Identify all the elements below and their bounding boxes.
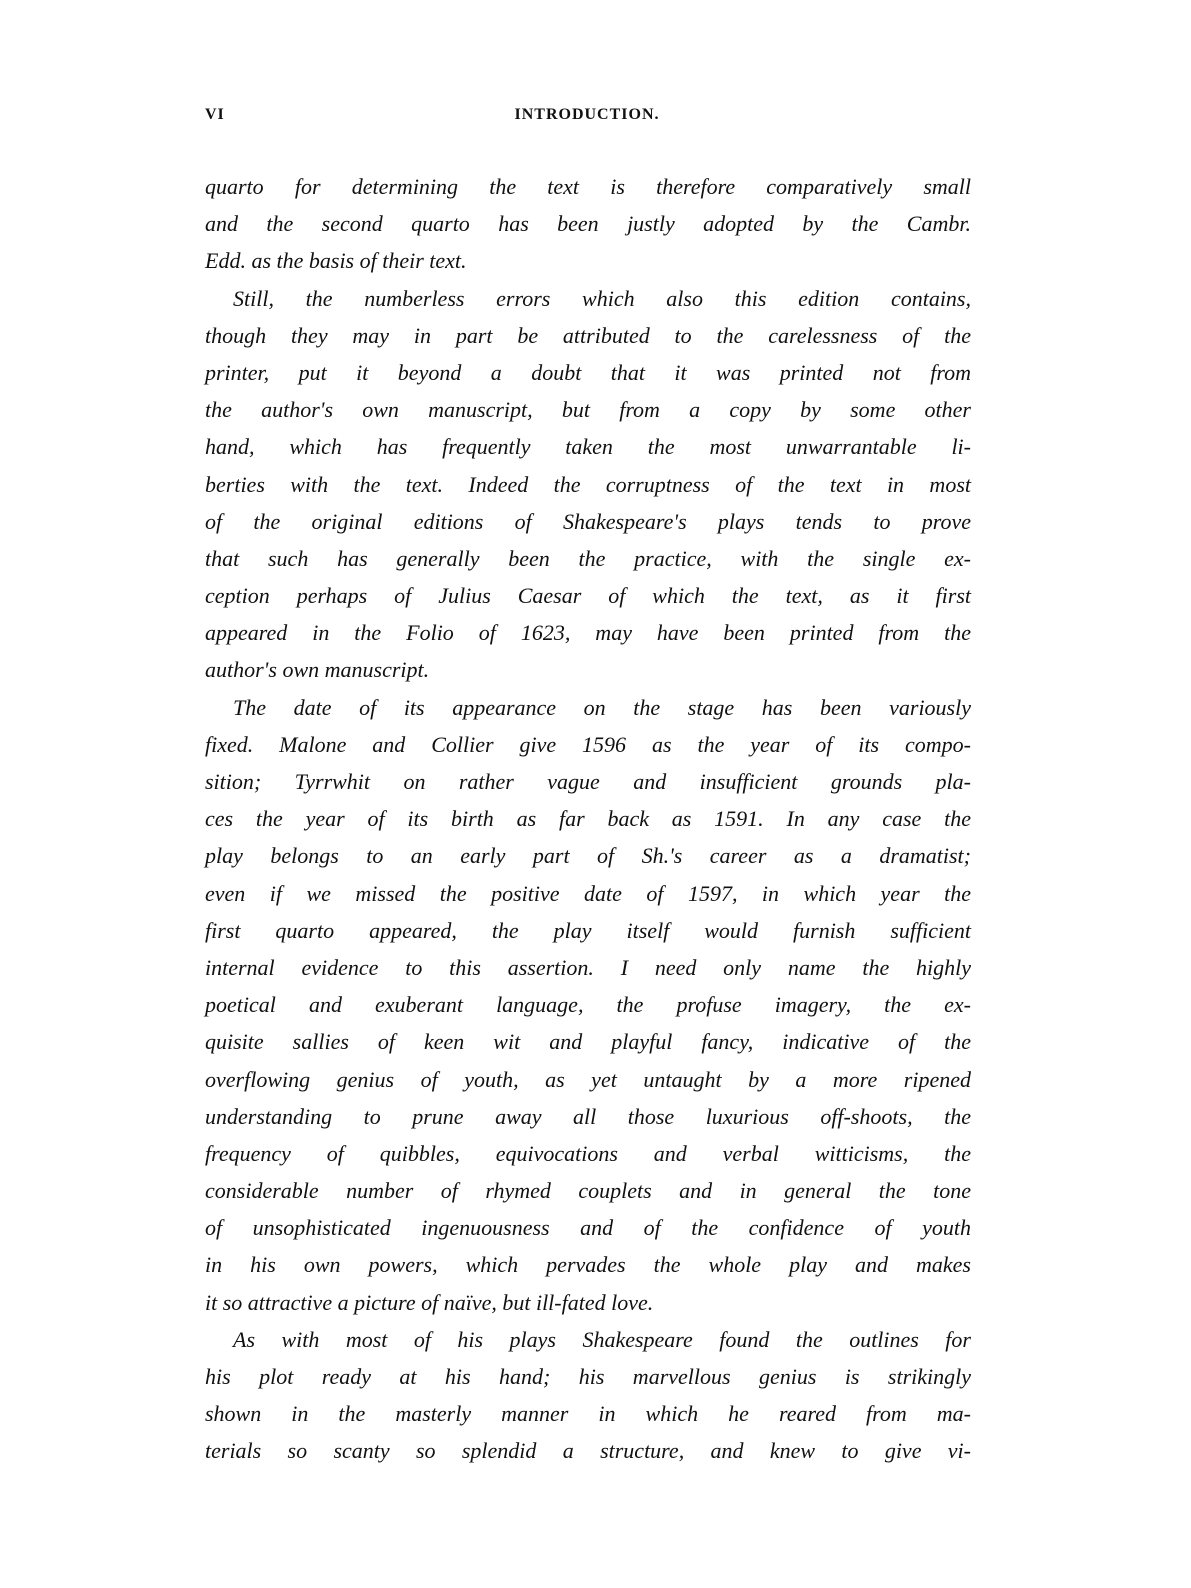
text-line: printer, put it beyond a doubt that it was printed not from (205, 359, 971, 385)
text-line: ces the year of its birth as far back as 1591. In any case the (205, 806, 971, 832)
text-line: though they may in part be attributed to the carelessness of the (205, 322, 971, 348)
text-line: As with most of his plays Shakespeare found the outlines for (233, 1326, 971, 1352)
text-line: sition; Tyrrwhit on rather vague and insufficient grounds pla- (205, 769, 971, 794)
text-line: quisite sallies of keen wit and playful fancy, indicative of the (205, 1029, 971, 1055)
text-line: considerable number of rhymed couplets and in general the tone (205, 1178, 971, 1204)
text-line: the author's own manuscript, but from a copy by some other (205, 397, 971, 423)
text-line: overflowing genius of youth, as yet untaught by a more ripened (205, 1066, 971, 1092)
text-line: that such has generally been the practice, with the single ex- (205, 545, 971, 571)
text-line: and the second quarto has been justly adopted by the Cambr. (205, 211, 971, 237)
text-line: it so attractive a picture of naïve, but ill-fated love. (205, 1289, 654, 1315)
text-line: internal evidence to this assertion. I need only name the highly (205, 954, 971, 980)
text-line: even if we missed the positive date of 1597, in which year the (205, 880, 971, 906)
text-line: of the original editions of Shakespeare's plays tends to prove (205, 508, 971, 534)
text-line: first quarto appeared, the play itself would furnish sufficient (205, 917, 971, 943)
page-header (205, 106, 969, 128)
text-line: appeared in the Folio of 1623, may have been printed from the (205, 620, 971, 646)
text-line: terials so scanty so splendid a structure, and knew to give vi- (205, 1438, 971, 1464)
text-line: play belongs to an early part of Sh.'s career as a dramatist; (205, 843, 971, 869)
text-line: shown in the masterly manner in which he reared from ma- (205, 1401, 971, 1427)
text-line: Still, the numberless errors which also this edition contains, (233, 285, 971, 311)
body-text (205, 168, 971, 1470)
running-head: INTRODUCTION. (514, 106, 660, 123)
text-line: The date of its appearance on the stage has been variously (233, 694, 971, 720)
text-line: Edd. as the basis of their text. (205, 248, 467, 274)
text-line: his plot ready at his hand; his marvellous genius is strikingly (205, 1364, 971, 1389)
text-line: berties with the text. Indeed the corruptness of the text in most (205, 471, 971, 497)
page-number: VI (205, 106, 225, 123)
text-line: fixed. Malone and Collier give 1596 as the year of its compo- (205, 731, 971, 757)
text-line: ception perhaps of Julius Caesar of which the text, as it first (205, 583, 971, 609)
text-line: hand, which has frequently taken the most unwarrantable li- (205, 434, 971, 460)
text-line: of unsophisticated ingenuousness and of the confidence of youth (205, 1215, 971, 1241)
text-line: poetical and exuberant language, the profuse imagery, the ex- (205, 992, 971, 1018)
text-line: in his own powers, which pervades the whole play and makes (205, 1252, 971, 1278)
text-line: author's own manuscript. (205, 657, 430, 683)
text-line: quarto for determining the text is therefore comparatively small (205, 174, 971, 199)
text-line: frequency of quibbles, equivocations and verbal witticisms, the (205, 1140, 971, 1166)
text-line: understanding to prune away all those luxurious off-shoots, the (205, 1103, 971, 1129)
